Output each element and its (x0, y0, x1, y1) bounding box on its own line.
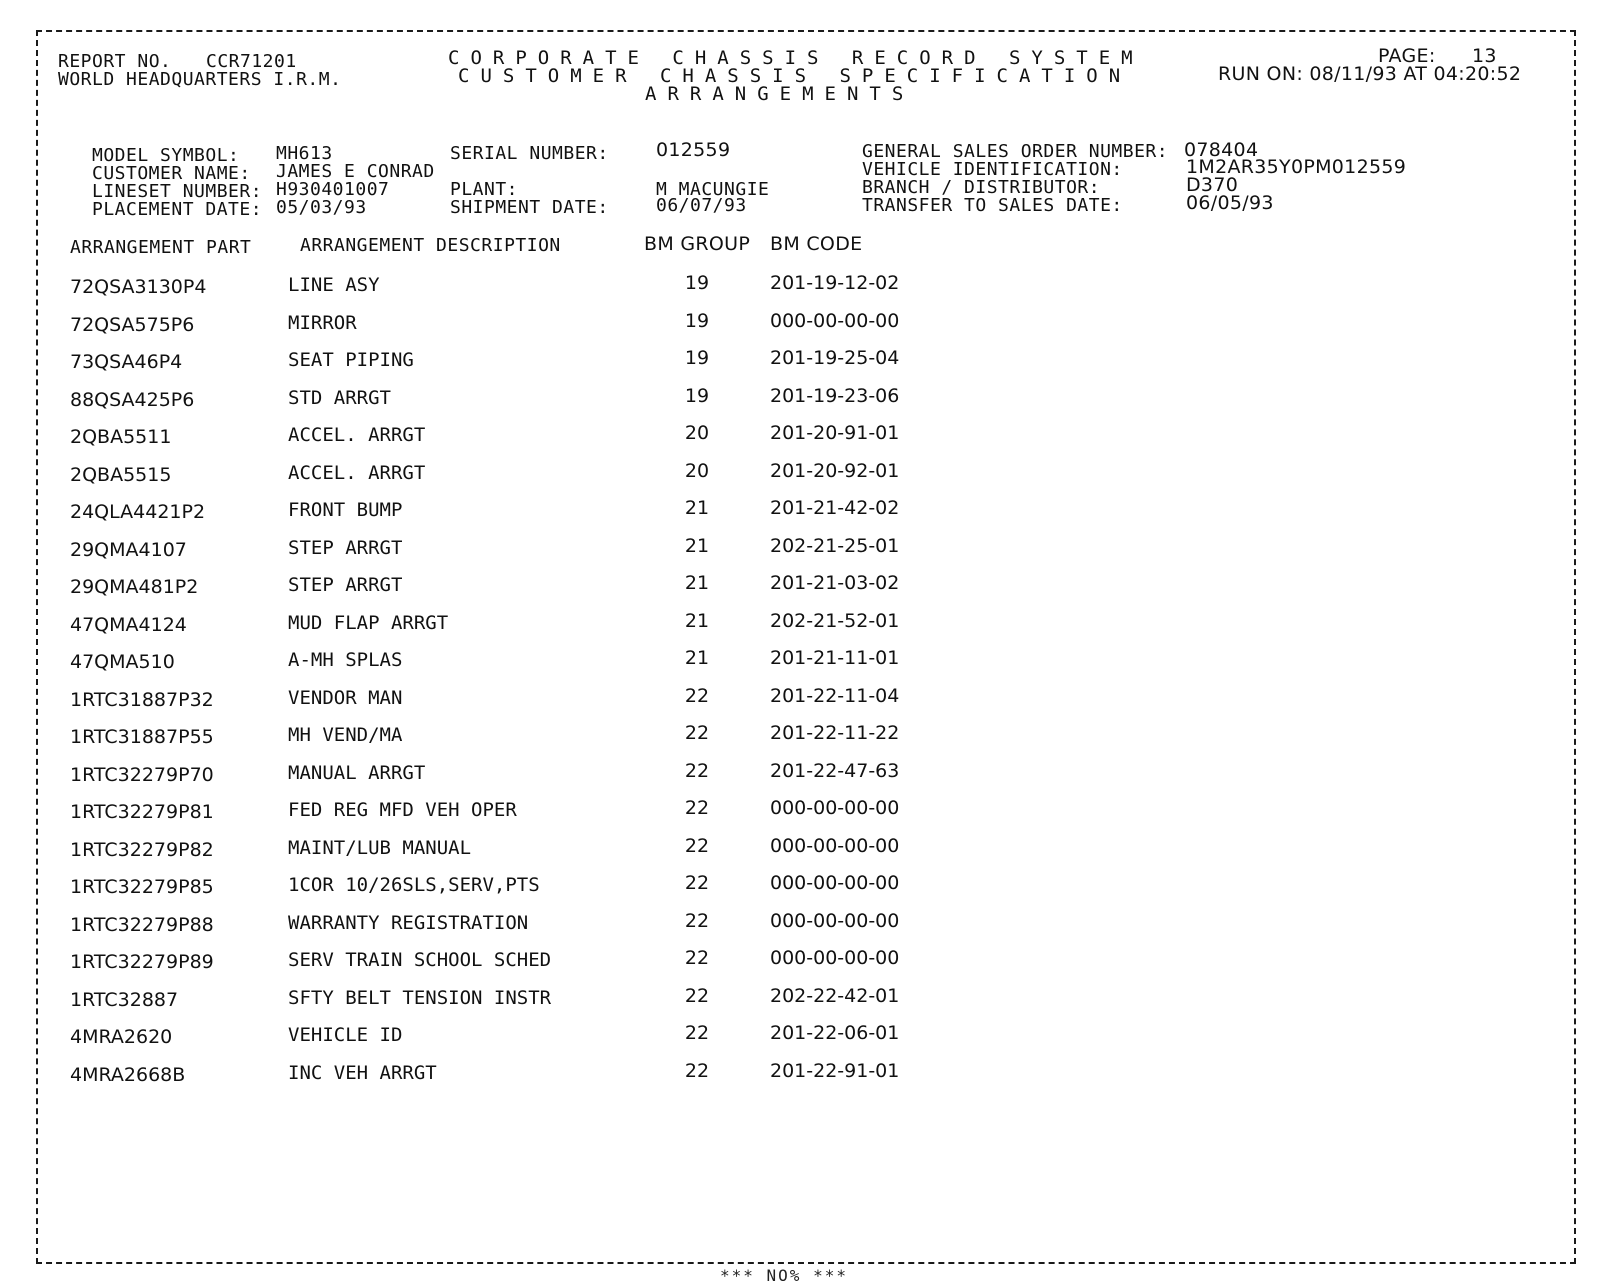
footer-marker: *** NO% *** (720, 1266, 848, 1285)
branch-distributor-label: BRANCH / DISTRIBUTOR: (862, 177, 1101, 198)
bm-group-cell: 21 (684, 610, 710, 632)
arrangement-part-cell: 24QLA4421P2 (70, 501, 206, 523)
bm-code-cell: 000-00-00-00 (770, 835, 900, 857)
vehicle-id-label: VEHICLE IDENTIFICATION: (862, 159, 1123, 180)
bm-code-cell: 201-22-91-01 (770, 1060, 900, 1082)
bm-group-cell: 21 (684, 535, 710, 557)
bm-code-cell: 000-00-00-00 (770, 310, 900, 332)
arrangement-part-cell: 1RTC32279P70 (70, 764, 214, 786)
arrangement-part-cell: 1RTC32279P85 (70, 876, 214, 898)
serial-number-label: SERIAL NUMBER: (450, 143, 609, 164)
bm-code-cell: 201-19-23-06 (770, 385, 900, 407)
report-no: CCR71201 (206, 51, 297, 72)
arrangement-description-cell: WARRANTY REGISTRATION (288, 912, 529, 934)
sales-order-value: 078404 (1184, 139, 1259, 161)
arrangement-part-cell: 1RTC31887P55 (70, 726, 214, 748)
bm-code-cell: 202-21-25-01 (770, 535, 900, 557)
headquarters-label: WORLD HEADQUARTERS I.R.M. (58, 69, 342, 90)
arrangement-description-cell: MH VEND/MA (288, 724, 403, 746)
placement-date-value: 05/03/93 (276, 197, 367, 218)
bm-group-cell: 22 (684, 685, 710, 707)
branch-distributor-value: D370 (1186, 174, 1239, 196)
lineset-number-label: LINESET NUMBER: (92, 181, 263, 202)
vehicle-id-value: 1M2AR35Y0PM012559 (1186, 156, 1407, 178)
bm-group-cell: 22 (684, 910, 710, 932)
plant-label: PLANT: (450, 179, 519, 200)
arrangement-part-cell: 73QSA46P4 (70, 351, 183, 373)
arrangement-description-cell: STEP ARRGT (288, 537, 403, 559)
bm-code-cell: 000-00-00-00 (770, 872, 900, 894)
bm-code-cell: 000-00-00-00 (770, 910, 900, 932)
bm-code-cell: 201-22-06-01 (770, 1022, 900, 1044)
arrangement-description-cell: FRONT BUMP (288, 499, 403, 521)
arrangement-part-cell: 47QMA510 (70, 651, 175, 673)
arrangement-description-cell: SERV TRAIN SCHOOL SCHED (288, 949, 552, 971)
bm-group-cell: 22 (684, 985, 710, 1007)
customer-name-value: JAMES E CONRAD (276, 161, 435, 182)
arrangement-description-cell: VEHICLE ID (288, 1024, 403, 1046)
bm-group-cell: 19 (684, 385, 710, 407)
plant-value: M MACUNGIE (656, 179, 770, 200)
model-symbol-label: MODEL SYMBOL: (92, 145, 240, 166)
bm-group-cell: 20 (684, 422, 710, 444)
arrangement-part-cell: 2QBA5515 (70, 464, 172, 486)
bm-group-cell: 22 (684, 872, 710, 894)
serial-number-value: 012559 (656, 139, 731, 161)
arrangement-description-cell: VENDOR MAN (288, 687, 403, 709)
bm-code-cell: 201-21-42-02 (770, 497, 900, 519)
report-title-line1: CORPORATE CHASSIS RECORD SYSTEM (448, 47, 1144, 69)
sales-order-label: GENERAL SALES ORDER NUMBER: (862, 141, 1169, 162)
arrangement-part-cell: 4MRA2620 (70, 1026, 173, 1048)
bm-group-cell: 21 (684, 497, 710, 519)
run-on-timestamp: RUN ON: 08/11/93 AT 04:20:52 (1218, 63, 1522, 85)
bm-code-cell: 201-21-11-01 (770, 647, 900, 669)
arrangement-part-cell: 4MRA2668B (70, 1064, 186, 1086)
bm-group-cell: 22 (684, 947, 710, 969)
arrangement-description-cell: MANUAL ARRGT (288, 762, 426, 784)
report-no-label: REPORT NO. (58, 51, 172, 72)
column-header-description: ARRANGEMENT DESCRIPTION (300, 235, 561, 256)
arrangement-part-cell: 72QSA575P6 (70, 314, 195, 336)
arrangement-description-cell: 1COR 10/26SLS,SERV,PTS (288, 874, 540, 896)
arrangement-description-cell: MUD FLAP ARRGT (288, 612, 449, 634)
bm-group-cell: 21 (684, 572, 710, 594)
bm-group-cell: 19 (684, 310, 710, 332)
arrangement-part-cell: 72QSA3130P4 (70, 276, 207, 298)
arrangement-part-cell: 2QBA5511 (70, 426, 172, 448)
column-header-bm-group: BM GROUP (644, 233, 751, 255)
bm-code-cell: 000-00-00-00 (770, 797, 900, 819)
arrangement-part-cell: 29QMA4107 (70, 539, 187, 561)
bm-code-cell: 201-22-11-04 (770, 685, 900, 707)
bm-group-cell: 20 (684, 460, 710, 482)
bm-code-cell: 201-20-92-01 (770, 460, 900, 482)
arrangement-description-cell: MIRROR (288, 312, 357, 334)
arrangement-description-cell: ACCEL. ARRGT (288, 462, 426, 484)
arrangement-description-cell: STEP ARRGT (288, 574, 403, 596)
arrangement-description-cell: ACCEL. ARRGT (288, 424, 426, 446)
bm-group-cell: 22 (684, 722, 710, 744)
arrangement-description-cell: STD ARRGT (288, 387, 391, 409)
report-title-line2: CUSTOMER CHASSIS SPECIFICATION (458, 65, 1132, 87)
arrangement-part-cell: 1RTC32279P89 (70, 951, 214, 973)
bm-code-cell: 201-20-91-01 (770, 422, 900, 444)
bm-code-cell: 201-19-12-02 (770, 272, 900, 294)
shipment-date-value: 06/07/93 (656, 195, 747, 216)
bm-group-cell: 19 (684, 347, 710, 369)
bm-code-cell: 202-21-52-01 (770, 610, 900, 632)
arrangement-part-cell: 88QSA425P6 (70, 389, 195, 411)
bm-code-cell: 202-22-42-01 (770, 985, 900, 1007)
arrangement-description-cell: FED REG MFD VEH OPER (288, 799, 517, 821)
arrangement-part-cell: 29QMA481P2 (70, 576, 199, 598)
report-title-line3: ARRANGEMENTS (645, 83, 915, 105)
customer-name-label: CUSTOMER NAME: (92, 163, 251, 184)
bm-group-cell: 19 (684, 272, 710, 294)
arrangement-part-cell: 1RTC32887 (70, 989, 179, 1011)
arrangement-description-cell: MAINT/LUB MANUAL (288, 837, 472, 859)
shipment-date-label: SHIPMENT DATE: (450, 197, 609, 218)
bm-group-cell: 22 (684, 835, 710, 857)
bm-group-cell: 22 (684, 797, 710, 819)
bm-code-cell: 000-00-00-00 (770, 947, 900, 969)
bm-code-cell: 201-19-25-04 (770, 347, 900, 369)
arrangement-part-cell: 1RTC32279P81 (70, 801, 214, 823)
transfer-date-value: 06/05/93 (1186, 192, 1274, 214)
lineset-number-value: H930401007 (276, 179, 390, 200)
column-header-part: ARRANGEMENT PART (70, 237, 252, 258)
arrangement-description-cell: LINE ASY (288, 274, 380, 296)
bm-code-cell: 201-22-47-63 (770, 760, 900, 782)
arrangement-description-cell: INC VEH ARRGT (288, 1062, 437, 1084)
arrangement-part-cell: 1RTC32279P88 (70, 914, 214, 936)
page-number: 13 (1472, 45, 1497, 67)
arrangement-description-cell: SEAT PIPING (288, 349, 414, 371)
arrangement-part-cell: 47QMA4124 (70, 614, 187, 636)
bm-group-cell: 22 (684, 1060, 710, 1082)
column-header-bm-code: BM CODE (770, 233, 863, 255)
bm-group-cell: 22 (684, 760, 710, 782)
bm-code-cell: 201-21-03-02 (770, 572, 900, 594)
transfer-date-label: TRANSFER TO SALES DATE: (862, 195, 1123, 216)
bm-code-cell: 201-22-11-22 (770, 722, 900, 744)
arrangement-part-cell: 1RTC31887P32 (70, 689, 214, 711)
arrangement-part-cell: 1RTC32279P82 (70, 839, 214, 861)
model-symbol-value: MH613 (276, 143, 333, 164)
placement-date-label: PLACEMENT DATE: (92, 199, 263, 220)
arrangement-description-cell: A-MH SPLAS (288, 649, 403, 671)
bm-group-cell: 22 (684, 1022, 710, 1044)
bm-group-cell: 21 (684, 647, 710, 669)
page-label: PAGE: (1378, 45, 1436, 67)
arrangement-description-cell: SFTY BELT TENSION INSTR (288, 987, 552, 1009)
